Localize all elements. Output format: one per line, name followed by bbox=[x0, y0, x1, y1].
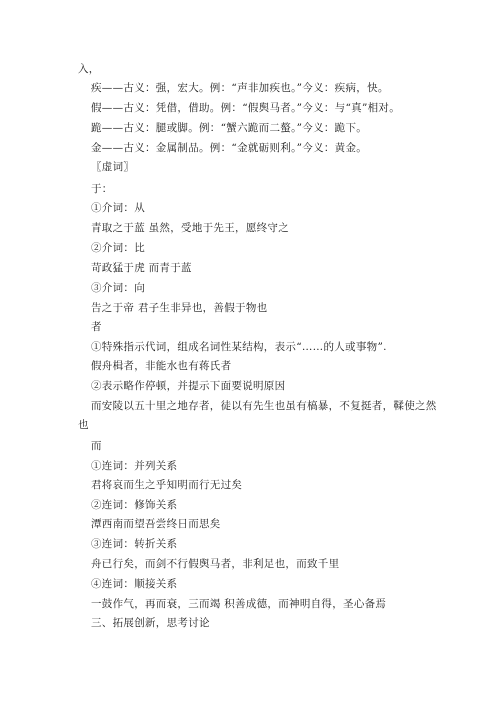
text-line: 也 bbox=[78, 419, 89, 431]
text-line: ①介词：从 bbox=[91, 202, 145, 214]
text-line: 假舟楫者，非能水也有蒋氏者 bbox=[91, 360, 232, 372]
text-line: 君将哀而生之乎知明而行无过矣 bbox=[91, 479, 243, 491]
text-line: ②介词：比 bbox=[91, 242, 145, 254]
text-line: 假——古义：凭借，借助。例：“假舆马者。”今义：与“真”相对。 bbox=[91, 102, 401, 114]
text-line: 入， bbox=[78, 63, 100, 75]
text-line: ④连词：顺接关系 bbox=[91, 578, 178, 590]
text-line: 疾——古义：强，宏大。例：“声非加疾也。”今义：疾病，快。 bbox=[91, 82, 389, 94]
text-line: 跪——古义：腿或脚。例：“蟹六跪而二螯。”今义：跪下。 bbox=[91, 122, 368, 134]
text-line: ①特殊指示代词，组成名词性某结构，表示“……的人或事物”. bbox=[91, 341, 387, 353]
text-line: 而安陵以五十里之地存者，徒以有先生也虽有槁暴，不复挺者，鞣使之然 bbox=[91, 400, 437, 412]
text-line: 者 bbox=[91, 321, 102, 333]
text-line: 于： bbox=[91, 183, 113, 195]
text-line: 青取之于蓝 虽然，受地于先王，愿终守之 bbox=[91, 222, 290, 234]
text-line: 舟已行矣，而剑不行假舆马者，非利足也，而致千里 bbox=[91, 558, 340, 570]
text-line: 潭西南而望吾尝终日而思矣 bbox=[91, 518, 221, 530]
text-line: 告之于帝 君子生非异也，善假于物也 bbox=[91, 302, 268, 314]
text-line: ③介词：向 bbox=[91, 282, 145, 294]
text-line: 苛政猛于虎 而青于蓝 bbox=[91, 262, 192, 274]
text-line: ②连词：修饰关系 bbox=[91, 499, 178, 511]
section-heading: 〖虚词〗 bbox=[91, 161, 135, 173]
text-line: 金——古义：金属制品。例：“金就砺则利。”今义：黄金。 bbox=[91, 142, 368, 154]
section-heading: 三、拓展创新，思考讨论 bbox=[91, 617, 210, 629]
text-line: ①连词：并列关系 bbox=[91, 460, 178, 472]
text-line: ②表示略作停顿，并提示下面要说明原因 bbox=[91, 380, 286, 392]
text-line: 而 bbox=[91, 440, 102, 452]
text-line: 一鼓作气，再而衰，三而竭 积善成德，而神明自得，圣心备焉 bbox=[91, 598, 387, 610]
text-line: ③连词：转折关系 bbox=[91, 538, 178, 550]
